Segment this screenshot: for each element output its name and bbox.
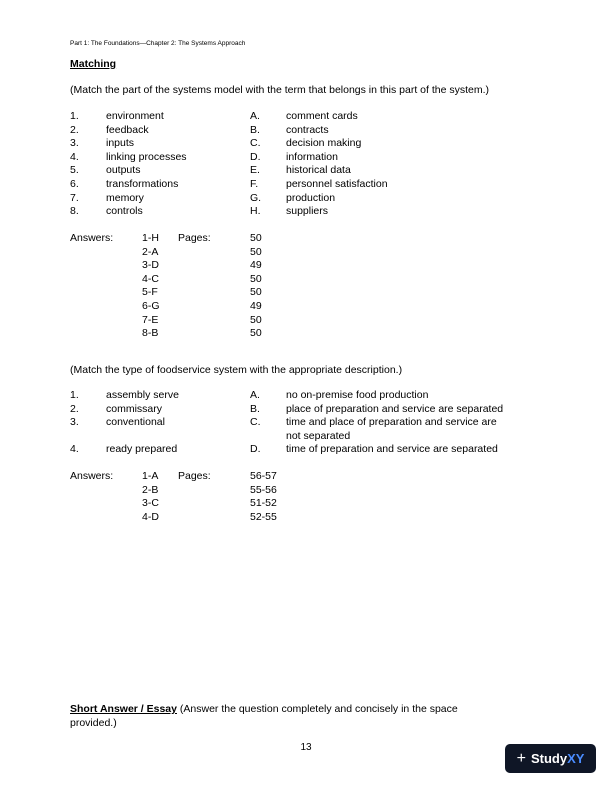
q1-right-letter: B. <box>250 123 260 136</box>
q1-right-term: decision making <box>286 137 362 150</box>
studyxy-logo[interactable] <box>505 744 596 773</box>
answer-page: 52-55 <box>250 510 277 523</box>
short-answer-heading <box>70 703 458 717</box>
answer-value: 8-B <box>142 327 159 340</box>
q1-left-term: transformations <box>106 178 179 190</box>
q1-right-term: suppliers <box>286 205 329 218</box>
answer-page: 50 <box>250 245 262 258</box>
q1-instruction: (Match the part of the systems model with the term that belongs in this part of the system.) <box>70 84 490 96</box>
short-answer-instruction-cont: provided.) <box>70 716 117 729</box>
answer-page: 50 <box>250 327 262 340</box>
q1-left-num: 7. <box>70 191 79 204</box>
q1-right-term: personnel satisfaction <box>286 178 388 190</box>
q1-right-letter: E. <box>250 164 260 177</box>
q2-left-num: 1. <box>70 389 79 401</box>
pages-label: Pages: <box>178 470 211 482</box>
q2-left-term: assembly serve <box>106 389 179 401</box>
q1-left-term: controls <box>106 205 143 218</box>
q2-right-letter: D. <box>250 443 261 456</box>
answer-page: 50 <box>250 313 262 326</box>
q1-right-letter: F. <box>250 178 259 190</box>
q1-right-letter: A. <box>250 110 260 122</box>
q2-left-term: ready prepared <box>106 443 178 456</box>
section-title-matching: Matching <box>70 58 117 70</box>
q2-right-term: place of preparation and service are separated <box>286 402 504 415</box>
answer-value: 6-G <box>142 300 160 312</box>
q2-instruction: (Match the type of foodservice system with the appropriate description.) <box>70 364 403 376</box>
q1-right-letter: H. <box>250 205 261 218</box>
page-number: 13 <box>300 742 312 753</box>
answer-page: 55-56 <box>250 483 277 496</box>
answer-page: 50 <box>250 286 262 299</box>
plus-icon: + <box>516 749 526 767</box>
answer-value: 1-H <box>142 232 159 244</box>
running-header: Part 1: The Foundations—Chapter 2: The Systems Approach <box>70 40 246 47</box>
short-answer-title: Short Answer / Essay <box>70 703 177 715</box>
q2-right-term: no on-premise food production <box>286 389 429 401</box>
q2-right-term: time and place of preparation and service are <box>286 416 497 429</box>
q1-left-num: 1. <box>70 110 79 122</box>
q2-left-num: 4. <box>70 443 79 456</box>
q1-right-term: contracts <box>286 123 329 136</box>
q1-right-letter: D. <box>250 150 261 163</box>
q2-left-term: commissary <box>106 402 163 415</box>
q1-left-term: inputs <box>106 137 135 150</box>
logo-text-study: Study <box>530 751 568 766</box>
answer-page: 50 <box>250 232 262 244</box>
q1-left-term: memory <box>106 191 144 204</box>
q2-right-letter: A. <box>250 389 260 401</box>
q1-left-num: 3. <box>70 137 79 150</box>
q1-right-letter: G. <box>250 191 262 204</box>
answer-value: 2-B <box>142 483 159 496</box>
answer-page: 49 <box>250 259 262 272</box>
q2-right-term-continued: not separated <box>286 429 351 442</box>
answer-value: 4-C <box>142 272 159 285</box>
q1-left-num: 6. <box>70 178 79 190</box>
answer-page: 50 <box>250 272 262 285</box>
logo-text-xy: XY <box>567 751 585 766</box>
answer-value: 2-A <box>142 245 159 258</box>
q1-left-term: environment <box>106 110 164 122</box>
q1-right-term: historical data <box>286 164 351 177</box>
answers-label: Answers: <box>70 470 114 482</box>
answer-page: 51-52 <box>250 497 277 510</box>
short-answer-instruction: (Answer the question completely and concisely in the space <box>176 703 458 715</box>
pages-label: Pages: <box>178 232 211 244</box>
answers-label: Answers: <box>70 232 114 244</box>
q1-left-term: outputs <box>106 164 141 177</box>
q1-left-num: 4. <box>70 150 79 163</box>
answer-value: 5-F <box>142 286 158 299</box>
answer-value: 1-A <box>142 470 159 482</box>
q2-left-num: 2. <box>70 402 79 415</box>
q2-left-term: conventional <box>106 416 165 429</box>
q1-left-num: 5. <box>70 164 79 177</box>
q2-right-letter: B. <box>250 402 260 415</box>
answer-value: 4-D <box>142 510 159 523</box>
answer-value: 7-E <box>142 313 159 326</box>
q1-left-num: 2. <box>70 123 79 136</box>
answer-page: 56-57 <box>250 470 277 482</box>
q2-left-num: 3. <box>70 416 79 429</box>
q1-right-term: information <box>286 150 338 163</box>
q1-right-term: production <box>286 191 336 204</box>
q2-right-letter: C. <box>250 416 261 429</box>
q1-left-term: linking processes <box>106 150 187 163</box>
q1-right-term: comment cards <box>286 110 358 122</box>
answer-value: 3-C <box>142 497 159 510</box>
q1-left-num: 8. <box>70 205 79 218</box>
answer-page: 49 <box>250 300 262 312</box>
answer-value: 3-D <box>142 259 159 272</box>
q1-left-term: feedback <box>106 123 149 136</box>
q1-right-letter: C. <box>250 137 261 150</box>
q2-right-term: time of preparation and service are separated <box>286 443 498 456</box>
